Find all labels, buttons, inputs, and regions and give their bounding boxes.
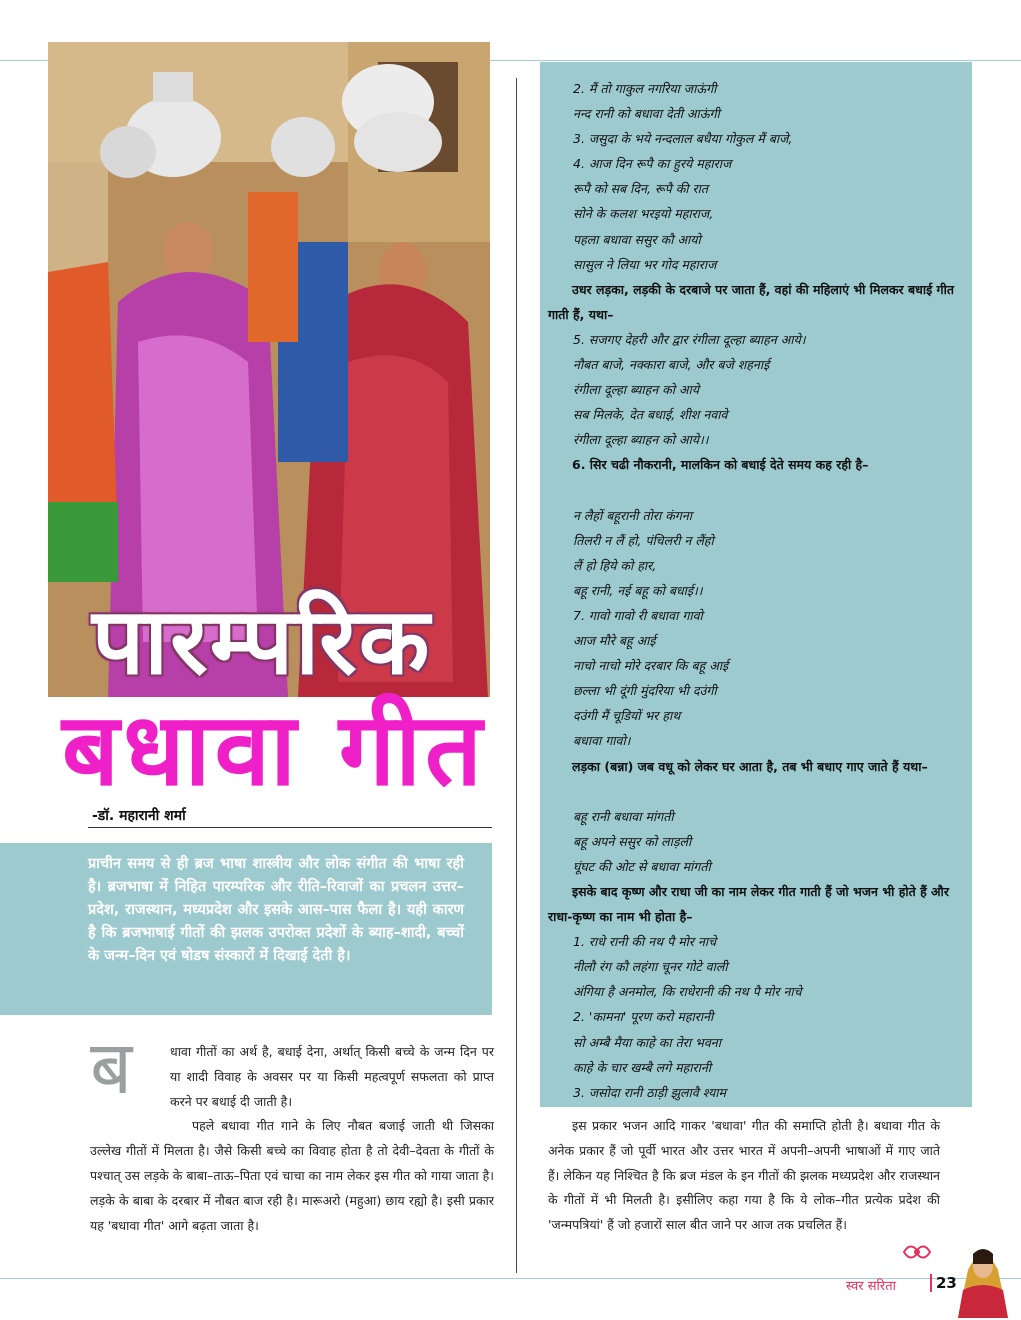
verse-line: बहू रानी बधावा मांगती (573, 808, 674, 824)
verse-line: 1. राधे रानी की नथ पै मोर नाचे (573, 934, 717, 950)
verse-line: सब मिलके, देत बधाई, शीश नवावे (573, 407, 728, 423)
verse-line: बधावा गावो। (573, 733, 631, 749)
page-number: 23 (930, 1274, 957, 1292)
verse-line: नाचो नाचो मोरे दरबार कि बहू आई (573, 658, 729, 674)
verse-line: 2. 'कामना' पूरण करो महारानी (573, 1009, 714, 1025)
verse-line: 3. जसोदा रानी ठाड़ी झुलावै श्याम (573, 1084, 726, 1100)
verse-intro-text: 6. सिर चढी नौकरानी, मालकिन को बधाई देते समय कह रही है– (572, 457, 869, 473)
body-paragraph-1: धावा गीतों का अर्थ है, बधाई देना, अर्थात् किसी बच्चे के जन्म दिन पर या शादी विवाह के अवसर पर या किसी महत्वपूर्ण सफलता को प्राप्त करने पर बधाई दी जाती है। (170, 1044, 494, 1109)
verse-line: सासुल ने लिया भर गोद महाराज (573, 256, 717, 272)
verse-line: रंगीला दूल्हा ब्याहन को आये (573, 382, 700, 398)
verse-line: नौबत बाजे, नक्कारा बाजे, और बजे शहनाई (573, 357, 770, 373)
verse-line: 4. आज दिन रूपै का हुरये महाराज (573, 156, 732, 172)
author-rule (88, 827, 492, 828)
magazine-name: स्वर सरिता (846, 1279, 896, 1294)
verse-intro-text: इसके बाद कृष्ण और राधा जी का नाम लेकर गीत गाती हैं जो भजन भी होते हैं और राधा-कृष्ण का नाम भी होता है– (548, 884, 949, 925)
author-name: -डॉ. महारानी शर्मा (92, 808, 186, 824)
verse-line: आज मौरे बहू आई (573, 633, 656, 649)
body-left-column (90, 1040, 494, 1238)
verse-line: सोने के कलश भरइयो महाराज, (573, 206, 714, 222)
body-right-paragraph: इस प्रकार भजन आदि गाकर 'बधावा' गीत की समाप्ति होती है। बधावा गीत के अनेक प्रकार हैं जो पूर्वी भारत और उत्तर भारत में अपनी–अपनी भाषाओं में गाए जाते हैं। लेकिन यह निश्चित है कि ब्रज मंडल के इन गीतों की झलक मध्यप्रदेश और राजस्थान के गीतों में भी मिलती है। इसीलिए कहा गया है कि ये लोक–गीत प्रत्येक प्रदेश की 'जन्मपत्रियां' हैं जो हजारों साल बीत जाने पर आज तक प्रचलित हैं। (548, 1118, 940, 1233)
woman-illustration-icon (948, 1240, 1018, 1318)
column-divider (516, 78, 517, 1273)
verse-line: 2. मैं तो गाकुल नगरिया जाऊंगी (573, 81, 717, 96)
verse-line: बहू अपने ससुर को लाड़ली (573, 833, 692, 849)
verse-line: तिलरी न लैं हो, पंचिलरी न लैंहो (573, 532, 714, 548)
verse-line: दउंगी मैं चूडियों भर हाथ (573, 708, 681, 724)
verse-line: काहे के चार खम्बै लगे महारानी (573, 1059, 712, 1075)
verse-list (548, 76, 966, 1105)
verse-line: 7. गावो गावो री बधावा गावो (573, 607, 703, 623)
verse-line: घूंघट की ओट से बधावा मांगती (573, 858, 711, 874)
body-paragraph-2: पहले बधावा गीत गाने के लिए नौबत बजाई जाती थी जिसका उल्लेख गीतों में मिलता है। जैसे किसी बच्चे का विवाह होता है तो देवी–देवता के गीतों के पश्चात् उस लड़के के बाबा–ताऊ–पिता एवं चाचा का नाम लेकर इस गीत को गाया जाता है। लड़के के बाबा के दरबार में नौबत बाज रही है। मारूअरो (महुआ) छाय रह्यो है। इसी प्रकार यह 'बधावा गीत' आगे बढ़ता जाता है। (90, 1118, 494, 1233)
verse-line: न लैहों बहूरानी तोरा कंगना (573, 507, 693, 523)
verse-line: नीलौ रंग कौ लहंगा चूनर गोटे वाली (573, 959, 728, 975)
verse-line: बहू रानी, नई बहू को बधाई।। (573, 582, 703, 598)
verse-line: लैं हो हिये को हार, (573, 557, 657, 573)
verse-intro-text: उधर लड़का, लड़की के दरबाजे पर जाता हैं, वहां की महिलाएं भी मिलकर बधाई गीत गाती हैं, यथा– (548, 281, 954, 322)
verse-line: रंगीला दूल्हा ब्याहन को आये।। (573, 432, 709, 448)
verse-line: छल्ला भी दूंगी मुंदरिया भी दउंगी (573, 683, 717, 699)
title-line-1: पारम्परिक (92, 588, 432, 695)
verse-intro-text: लड़का (बन्ना) जब वधू को लेकर घर आता है, तब भी बधाए गाए जाते हैं यथा– (572, 758, 928, 774)
verse-line: 5. सजगए देहरी और द्वार रंगीला दूल्हा ब्याहन आये। (573, 331, 806, 347)
intro-text: प्राचीन समय से ही ब्रज भाषा शास्त्रीय और लोक संगीत की भाषा रही है। ब्रजभाषा में निहित पारम्परिक और रीति–रिवाजों का प्रचलन उत्तर–प्रदेश, राजस्थान, मध्यप्रदेश और इसके आस–पास फैला है। यही कारण है कि ब्रजभाषाई गीतों की झलक उपरोक्त प्रदेशों के ब्याह–शादी, बच्चों के जन्म–दिन एवं षोडष संस्कारों में दिखाई देती है। (88, 856, 464, 964)
verse-line: पहला बधावा ससुर कौ आयो (573, 231, 701, 247)
drop-cap: ब (90, 1025, 133, 1111)
verse-line: सो अम्बै मैया काहे का तेरा भवना (573, 1034, 721, 1050)
verse-line: रूपै को सब दिन, रूपै की रात (573, 181, 708, 197)
title-line-2: बधावा गीत (62, 691, 487, 808)
verse-line: नन्द रानी को बधावा देती आऊंगी (573, 106, 720, 122)
verse-line: अंगिया है अनमोल, कि राधेरानी की नथ पै मोर नाचे (573, 984, 802, 1000)
magazine-logo-icon (900, 1240, 934, 1266)
verse-line: 3. जसुदा के भये नन्दलाल बधैया गोकुल मैं बाजे, (573, 131, 793, 147)
